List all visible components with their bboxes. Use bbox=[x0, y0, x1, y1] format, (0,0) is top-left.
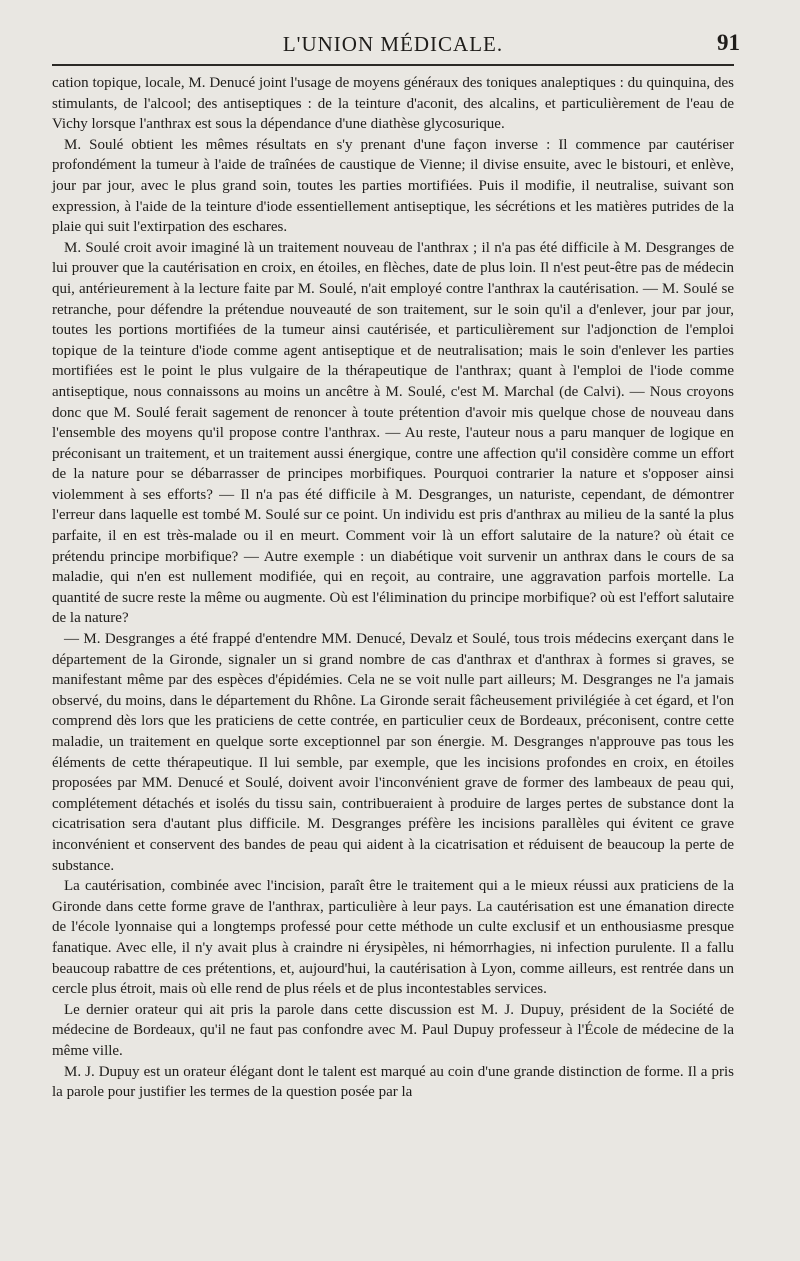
paragraph: M. J. Dupuy est un orateur élégant dont le talent est marqué au coin d'une grande distinction de forme. Il a pris la parole pour justifier les termes de la question posée par la bbox=[52, 1063, 734, 1101]
paragraph: — M. Desgranges a été frappé d'entendre MM. Denucé, Devalz et Soulé, tous trois médecins exerçant dans le département de la Gironde, signaler un si grand nombre de cas d'anthrax et d'anthrax à formes si graves, se manifestant même par des espèces d'épidémies. Cela ne se voit nulle part ailleurs; M. Desgranges ne l'a jamais observé, du moins, dans le département du Rhône. La Gironde serait fâcheusement privilégiée à cet égard, et l'on comprend dès lors que les praticiens de cette contrée, en particulier ceux de Bordeaux, préconisent, contre cette maladie, un traitement en quelque sorte exceptionnel par son énergie. M. Desgranges n'approuve pas tous les éléments de cette thérapeutique. Il lui semble, par exemple, que les incisions profondes en croix, en étoiles proposées par MM. Denucé et Soulé, doivent avoir l'inconvénient grave de former des lambeaux de peau qui, complétement détachés et isolés du tissu sain, contribueraient à produire de larges pertes de substance dont la cicatrisation sera d'autant plus difficile. M. Desgranges préfère les incisions parallèles qui évitent ce grave inconvénient et conservent des bandes de peau qui aident à la cicatrisation et réduisent de beaucoup la perte de substance. bbox=[52, 631, 734, 874]
paragraph: M. Soulé croit avoir imaginé là un traitement nouveau de l'anthrax ; il n'a pas été difficile à M. Desgranges de lui prouver que la cautérisation en croix, en étoiles, en flèches, date de plus loin. Il n'est peut-être pas de médecin qui, antérieurement à la lecture faite par M. Soulé, n'ait employé contre l'anthrax la cautérisation. — M. Soulé se retranche, pour défendre la prétendue nouveauté de son traitement, sur le soin qu'il a d'enlever, jour par jour, toutes les portions mortifiées de la tumeur ainsi cautérisée, et particulièrement sur l'adjonction de l'emploi topique de la teinture d'iode comme agent antiseptique et de neutralisation; mais le soin d'enlever les parties mortifiées est le point le plus vulgaire de la thérapeutique de l'anthrax; quant à l'emploi de l'iode comme antiseptique, nous connaissons au moins un ancêtre à M. Soulé, c'est M. Marchal (de Calvi). — Nous croyons donc que M. Soulé ferait sagement de renoncer à toute prétention d'avoir mis quelque chose de nouveau dans l'ensemble des moyens qu'il propose contre l'anthrax. — Au reste, l'auteur nous a paru manquer de logique en préconisant un traitement, et un traitement aussi énergique, contre une affection qu'il considère comme un effort de la nature pour se débarrasser de principes morbifiques. Pourquoi contrarier la nature et s'opposer ainsi violemment à ses efforts? — Il n'a pas été difficile à M. Desgranges, un naturiste, cependant, de démontrer l'erreur dans laquelle est tombé M. Soulé sur ce point. Un individu est pris d'anthrax au milieu de la santé la plus parfaite, il en est très-malade ou il en meurt. Comment voir là un effort salutaire de la nature? où était ce prétendu principe morbifique? — Autre exemple : un diabétique voit survenir un anthrax dans le cours de sa maladie, qui n'en est nullement modifiée, qui en reçoit, au contraire, une aggravation parfois mortelle. La quantité de sucre reste la même ou augmente. Où est l'élimination du principe morbifique? où est l'effort salutaire de la nature? bbox=[52, 239, 734, 627]
paragraph: cation topique, locale, M. Denucé joint l'usage de moyens généraux des toniques analeptiques : du quinquina, des stimulants, de l'alcool; des antiseptiques : de la teinture d'aconit, des alcalins, et particulièrement de l'eau de Vichy lorsque l'anthrax est sous la dépendance d'une diathèse glycosurique. bbox=[52, 75, 734, 133]
paragraph: Le dernier orateur qui ait pris la parole dans cette discussion est M. J. Dupuy, président de la Société de médecine de Bordeaux, qu'il ne faut pas confondre avec M. Paul Dupuy professeur à l'École de médecine de la même ville. bbox=[52, 1001, 734, 1059]
header-rule bbox=[52, 64, 734, 66]
paragraph: M. Soulé obtient les mêmes résultats en s'y prenant d'une façon inverse : Il commence par cautériser profondément la tumeur à l'aide de traînées de caustique de Vienne; il divise ensuite, avec le bistouri, et enlève, jour par jour, avec le plus grand soin, toutes les parties mortifiées. Puis il modifie, il neutralise, suivant son expression, à l'aide de la teinture d'iode essentiellement antiseptique, les sécrétions et les matières putrides de la plaie qui suit l'extirpation des eschares. bbox=[52, 136, 734, 236]
paragraph: La cautérisation, combinée avec l'incision, paraît être le traitement qui a le mieux réussi aux praticiens de la Gironde dans cette forme grave de l'anthrax, particulière à leur pays. La cautérisation est une émanation directe de l'école lyonnaise qui a longtemps professé pour cette méthode un culte exclusif et un enthousiasme presque fanatique. Avec elle, il n'y avait plus à craindre ni érysipèles, ni hémorrhagies, ni infection purulente. Il a fallu beaucoup rabattre de ces prétentions, et, aujourd'hui, la cautérisation à Lyon, comme ailleurs, est rentrée dans un cercle plus étroit, mais où elle rend de plus réels et de plus incontestables services. bbox=[52, 878, 734, 998]
page-number: 91 bbox=[717, 30, 740, 55]
page-header bbox=[52, 28, 740, 58]
running-title: L'UNION MÉDICALE. bbox=[282, 32, 504, 56]
body-text bbox=[52, 73, 734, 1103]
